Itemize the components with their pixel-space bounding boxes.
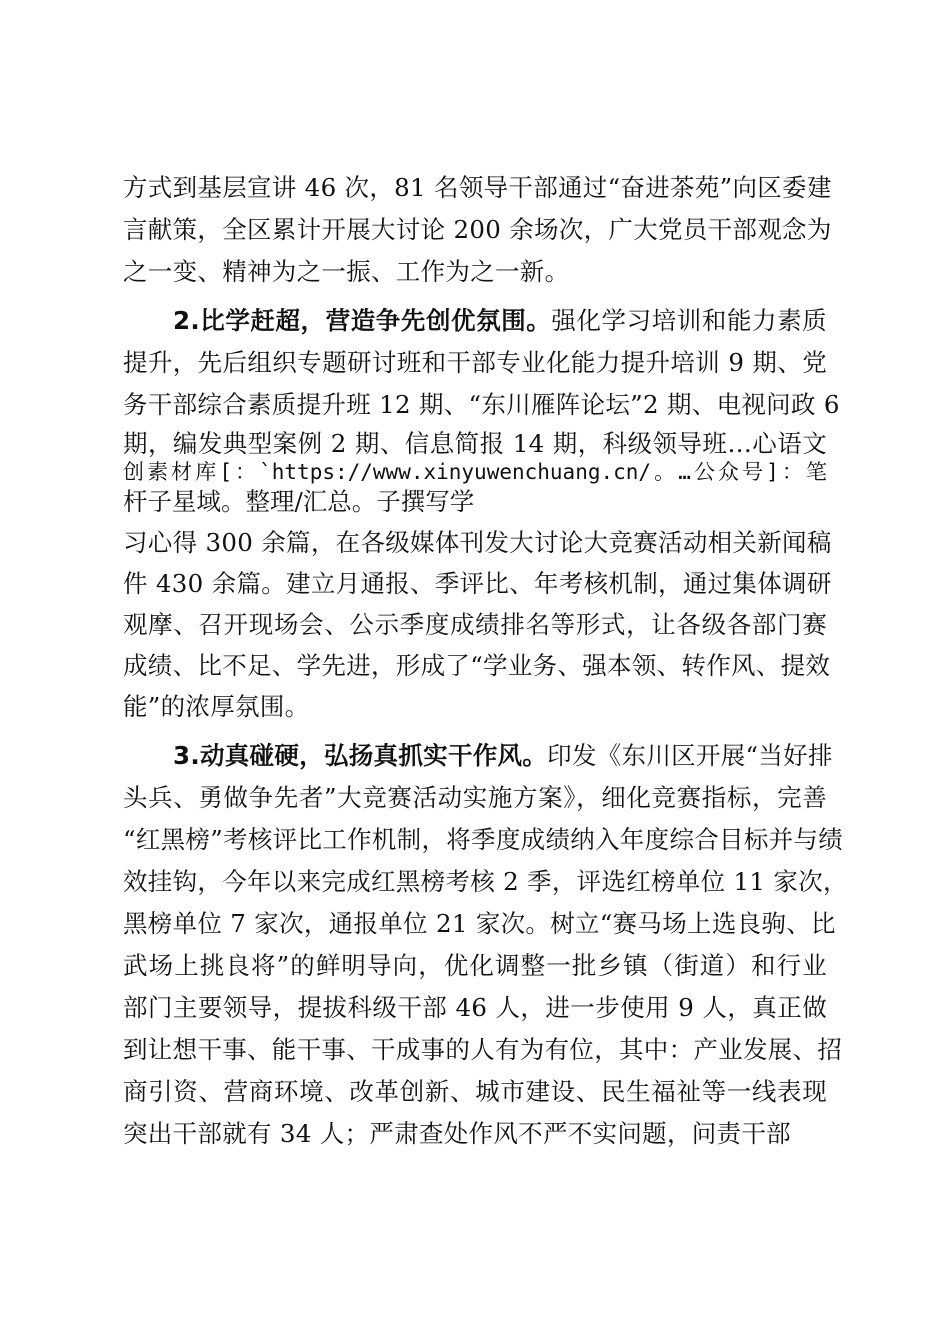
paragraph-3-first-line	[173, 741, 833, 770]
paragraph-3-line-10: 突出干部就有 34 人；严肃查处作风不严不实问题，问责干部	[123, 1119, 791, 1148]
paragraph-3-line-3: “红黑榜”考核评比工作机制，将季度成绩纳入年度综合目标并与绩	[123, 825, 844, 854]
paragraph-2-line-2: 提升，先后组织专题研讨班和干部专业化能力提升培训 9 期、党	[123, 348, 827, 377]
paragraph-3-line-2: 头兵、勇做争先者”大竞赛活动实施方案》，细化竞赛指标，完善	[123, 783, 827, 812]
paragraph-3-line-7: 部门主要领导，提拔科级干部 46 人，进一步使用 9 人，真正做	[123, 993, 827, 1022]
paragraph-3-heading: 3.动真碰硬，弘扬真抓实干作风。	[173, 741, 548, 770]
paragraph-2-line-7: 观摩、召开现场会、公示季度成绩排名等形式，让各级各部门赛	[123, 610, 827, 639]
paragraph-3-first-line-rest: 印发《东川区开展“当好排	[547, 741, 833, 770]
paragraph-3-line-8: 到让想干事、能干事、干成事的人有为有位，其中：产业发展、招	[123, 1035, 843, 1064]
paragraph-3-line-9: 商引资、营商环境、改革创新、城市建设、民生福祉等一线表现	[123, 1077, 827, 1106]
paragraph-2-line-8: 成绩、比不足、学先进，形成了“学业务、强本领、转作风、提效	[123, 651, 831, 680]
paragraph-2-first-line-rest: 强化学习培训和能力素质	[551, 306, 827, 335]
paragraph-2-line-3: 务干部综合素质提升班 12 期、“东川雁阵论坛”2 期、电视问政 6	[123, 390, 840, 419]
paragraph-1-line-2: 言献策，全区累计开展大讨论 200 余场次，广大党员干部观念为	[123, 215, 832, 244]
paragraph-2-line-5: 习心得 300 余篇，在各级媒体刊发大讨论大竞赛活动相关新闻稿	[123, 528, 832, 557]
paragraph-2-first-line	[173, 306, 827, 335]
paragraph-2-line-6: 件 430 余篇。建立月通报、季评比、年考核机制，通过集体调研	[123, 569, 832, 598]
paragraph-2-line-4: 期，编发典型案例 2 期、信息简报 14 期，科级领导班…心语文	[123, 429, 827, 458]
watermark-line-1: 创素材库[：`https://www.xinyuwenchuang.cn/。…公众号]：笔	[123, 460, 827, 484]
watermark-line-2: 杆子星域。整理/汇总。子撰写学	[123, 487, 475, 516]
paragraph-1-line-1: 方式到基层宣讲 46 次，81 名领导干部通过“奋进茶苑”向区委建	[123, 173, 832, 202]
paragraph-3-line-4: 效挂钩，今年以来完成红黑榜考核 2 季，评选红榜单位 11 家次，	[123, 867, 848, 896]
paragraph-1-line-3: 之一变、精神为之一振、工作为之一新。	[123, 257, 570, 286]
paragraph-2-line-9: 能”的浓厚氛围。	[123, 692, 310, 721]
paragraph-3-line-5: 黑榜单位 7 家次，通报单位 21 家次。树立“赛马场上选良驹、比	[123, 909, 836, 938]
paragraph-2-heading: 2.比学赶超，营造争先创优氛围。	[173, 306, 552, 335]
paragraph-3-line-6: 武场上挑良将”的鲜明导向，优化调整一批乡镇（街道）和行业	[123, 951, 828, 980]
